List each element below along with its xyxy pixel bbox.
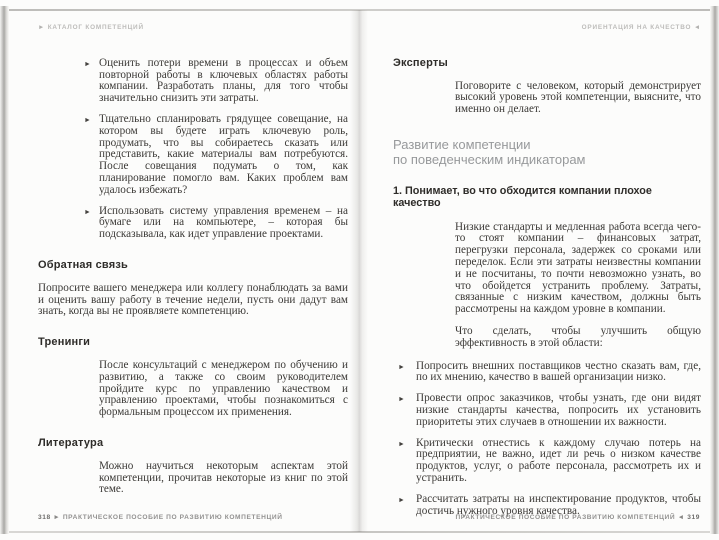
list-item xyxy=(38,58,348,105)
bullet-arrow-icon: ► xyxy=(398,395,405,404)
list-item-text: Оценить потери времени в процессах и объем повторной работы в ключевых областях работы компании. Разработать планы, для того чтобы значительно снизить эти затраты. xyxy=(99,56,348,105)
list-item-text: Критически отнестись к каждому случаю потерь на предприятии, не важно, идет ли речь о низком качестве продуктов, услуг, о работе персонала, рассмотреть их и устранить. xyxy=(416,436,701,484)
right-arrow-icon: ► xyxy=(38,24,46,31)
running-head-left xyxy=(38,22,348,34)
indicator-heading: 1. Понимает, во что обходится компании плохое качество xyxy=(393,184,652,209)
list-item xyxy=(393,393,701,428)
list-item-text: Провести опрос заказчиков, чтобы узнать, где они видят низкие стандарты качества, попросить их установить приоритеты этих случаев в отношении их важности. xyxy=(416,392,701,428)
chapter-section-title xyxy=(393,137,701,167)
list-item xyxy=(393,438,701,485)
list-item-text: Рассчитать затраты на инспектирование продуктов, чтобы достичь нужного уровня качества. xyxy=(416,492,701,517)
running-head-right-text: ОРИЕНТАЦИЯ НА КАЧЕСТВО xyxy=(581,24,692,31)
book-gutter xyxy=(350,10,368,532)
list-intro-text: Что сделать, чтобы улучшить общую эффективность в этой области: xyxy=(455,324,701,349)
bullet-arrow-icon: ► xyxy=(398,362,405,371)
list-item xyxy=(38,114,348,197)
page-number-left: 318 xyxy=(38,514,51,521)
section-heading-feedback: Обратная связь xyxy=(38,258,128,271)
section-text-experts: Поговорите с человеком, который демонстрирует высокий уровень этой компетенции, выясните, что именно он делает. xyxy=(455,79,701,116)
section-text-literature: Можно научиться некоторым аспектам этой компетенции, прочитав некоторые из книг по этой теме. xyxy=(99,459,348,496)
section-text-feedback: Попросите вашего менеджера или коллегу понаблюдать за вами и оценить вашу работу в течение недели, пусть они дадут вам знать, когда вы не проявляете компетенцию. xyxy=(38,281,348,318)
list-item-text: Тщательно спланировать грядущее совещание, на котором вы будете играть ключевую роль, продумать, что вы собираетесь сказать или представить, какие материалы вам потребуются. После совещания подумать о том, как планирование помогло вам. Каких проблем вам удалось избежать? xyxy=(99,112,348,196)
chapter-section-title-line2: по поведенческим индикаторам xyxy=(393,151,586,167)
bullet-arrow-icon: ► xyxy=(398,495,405,504)
bullet-arrow-icon: ► xyxy=(398,439,405,448)
book-edge-right xyxy=(710,6,719,534)
section-heading-experts: Эксперты xyxy=(393,56,449,69)
section-heading-literature: Литература xyxy=(38,436,104,449)
book-edge-left xyxy=(0,6,9,534)
list-item-text: Попросить внешних поставщиков честно сказать вам, где, по их мнению, качество в вашей организации низко. xyxy=(416,359,701,384)
left-arrow-icon: ◄ xyxy=(677,514,685,521)
section-heading-trainings: Тренинги xyxy=(38,336,91,349)
running-head-left-text: КАТАЛОГ КОМПЕТЕНЦИЙ xyxy=(47,24,144,31)
left-arrow-icon: ◄ xyxy=(693,24,701,31)
running-head-right xyxy=(393,22,701,34)
list-item xyxy=(38,206,348,241)
development-actions-list xyxy=(38,58,348,241)
list-item-text: Использовать систему управления временем – на бумаге или на компьютере, – которая бы подсказывала, как идет управление проектами. xyxy=(99,204,348,241)
bullet-arrow-icon: ► xyxy=(84,115,91,124)
improvement-actions-list xyxy=(393,361,701,518)
list-item xyxy=(393,361,701,385)
bullet-arrow-icon: ► xyxy=(84,207,91,216)
chapter-section-title-line1: Развитие компетенции xyxy=(393,136,531,152)
right-page xyxy=(393,22,701,526)
page-number-right: 319 xyxy=(687,514,700,521)
book-title-left: ПРАКТИЧЕСКОЕ ПОСОБИЕ ПО РАЗВИТИЮ КОМПЕТЕНЦИЙ xyxy=(62,514,283,521)
right-arrow-icon: ► xyxy=(53,514,61,521)
bullet-arrow-icon: ► xyxy=(84,59,91,68)
section-text-trainings: После консультаций с менеджером по обучению и развитию, а также со своим руководителем пройдите курс по управлению качеством и управлению проектами, чтобы познакомиться с формальным процессом их применения. xyxy=(99,358,348,419)
footer-right xyxy=(455,514,700,521)
indicator-text: Низкие стандарты и медленная работа всегда чего-то стоят компании – финансовых затрат, перегрузки персонала, задержек со сроками или переделок. Если эти затраты неизвестны компании и не посчитаны, то почти невозможно узнать, во что обойдется устранить проблему. Затраты, связанные с низким качеством, должны быть рассмотрены на каждом уровне в компании. xyxy=(455,220,701,316)
book-title-right: ПРАКТИЧЕСКОЕ ПОСОБИЕ ПО РАЗВИТИЮ КОМПЕТЕНЦИЙ xyxy=(455,514,676,521)
footer-left xyxy=(38,514,283,521)
left-page xyxy=(38,22,348,506)
